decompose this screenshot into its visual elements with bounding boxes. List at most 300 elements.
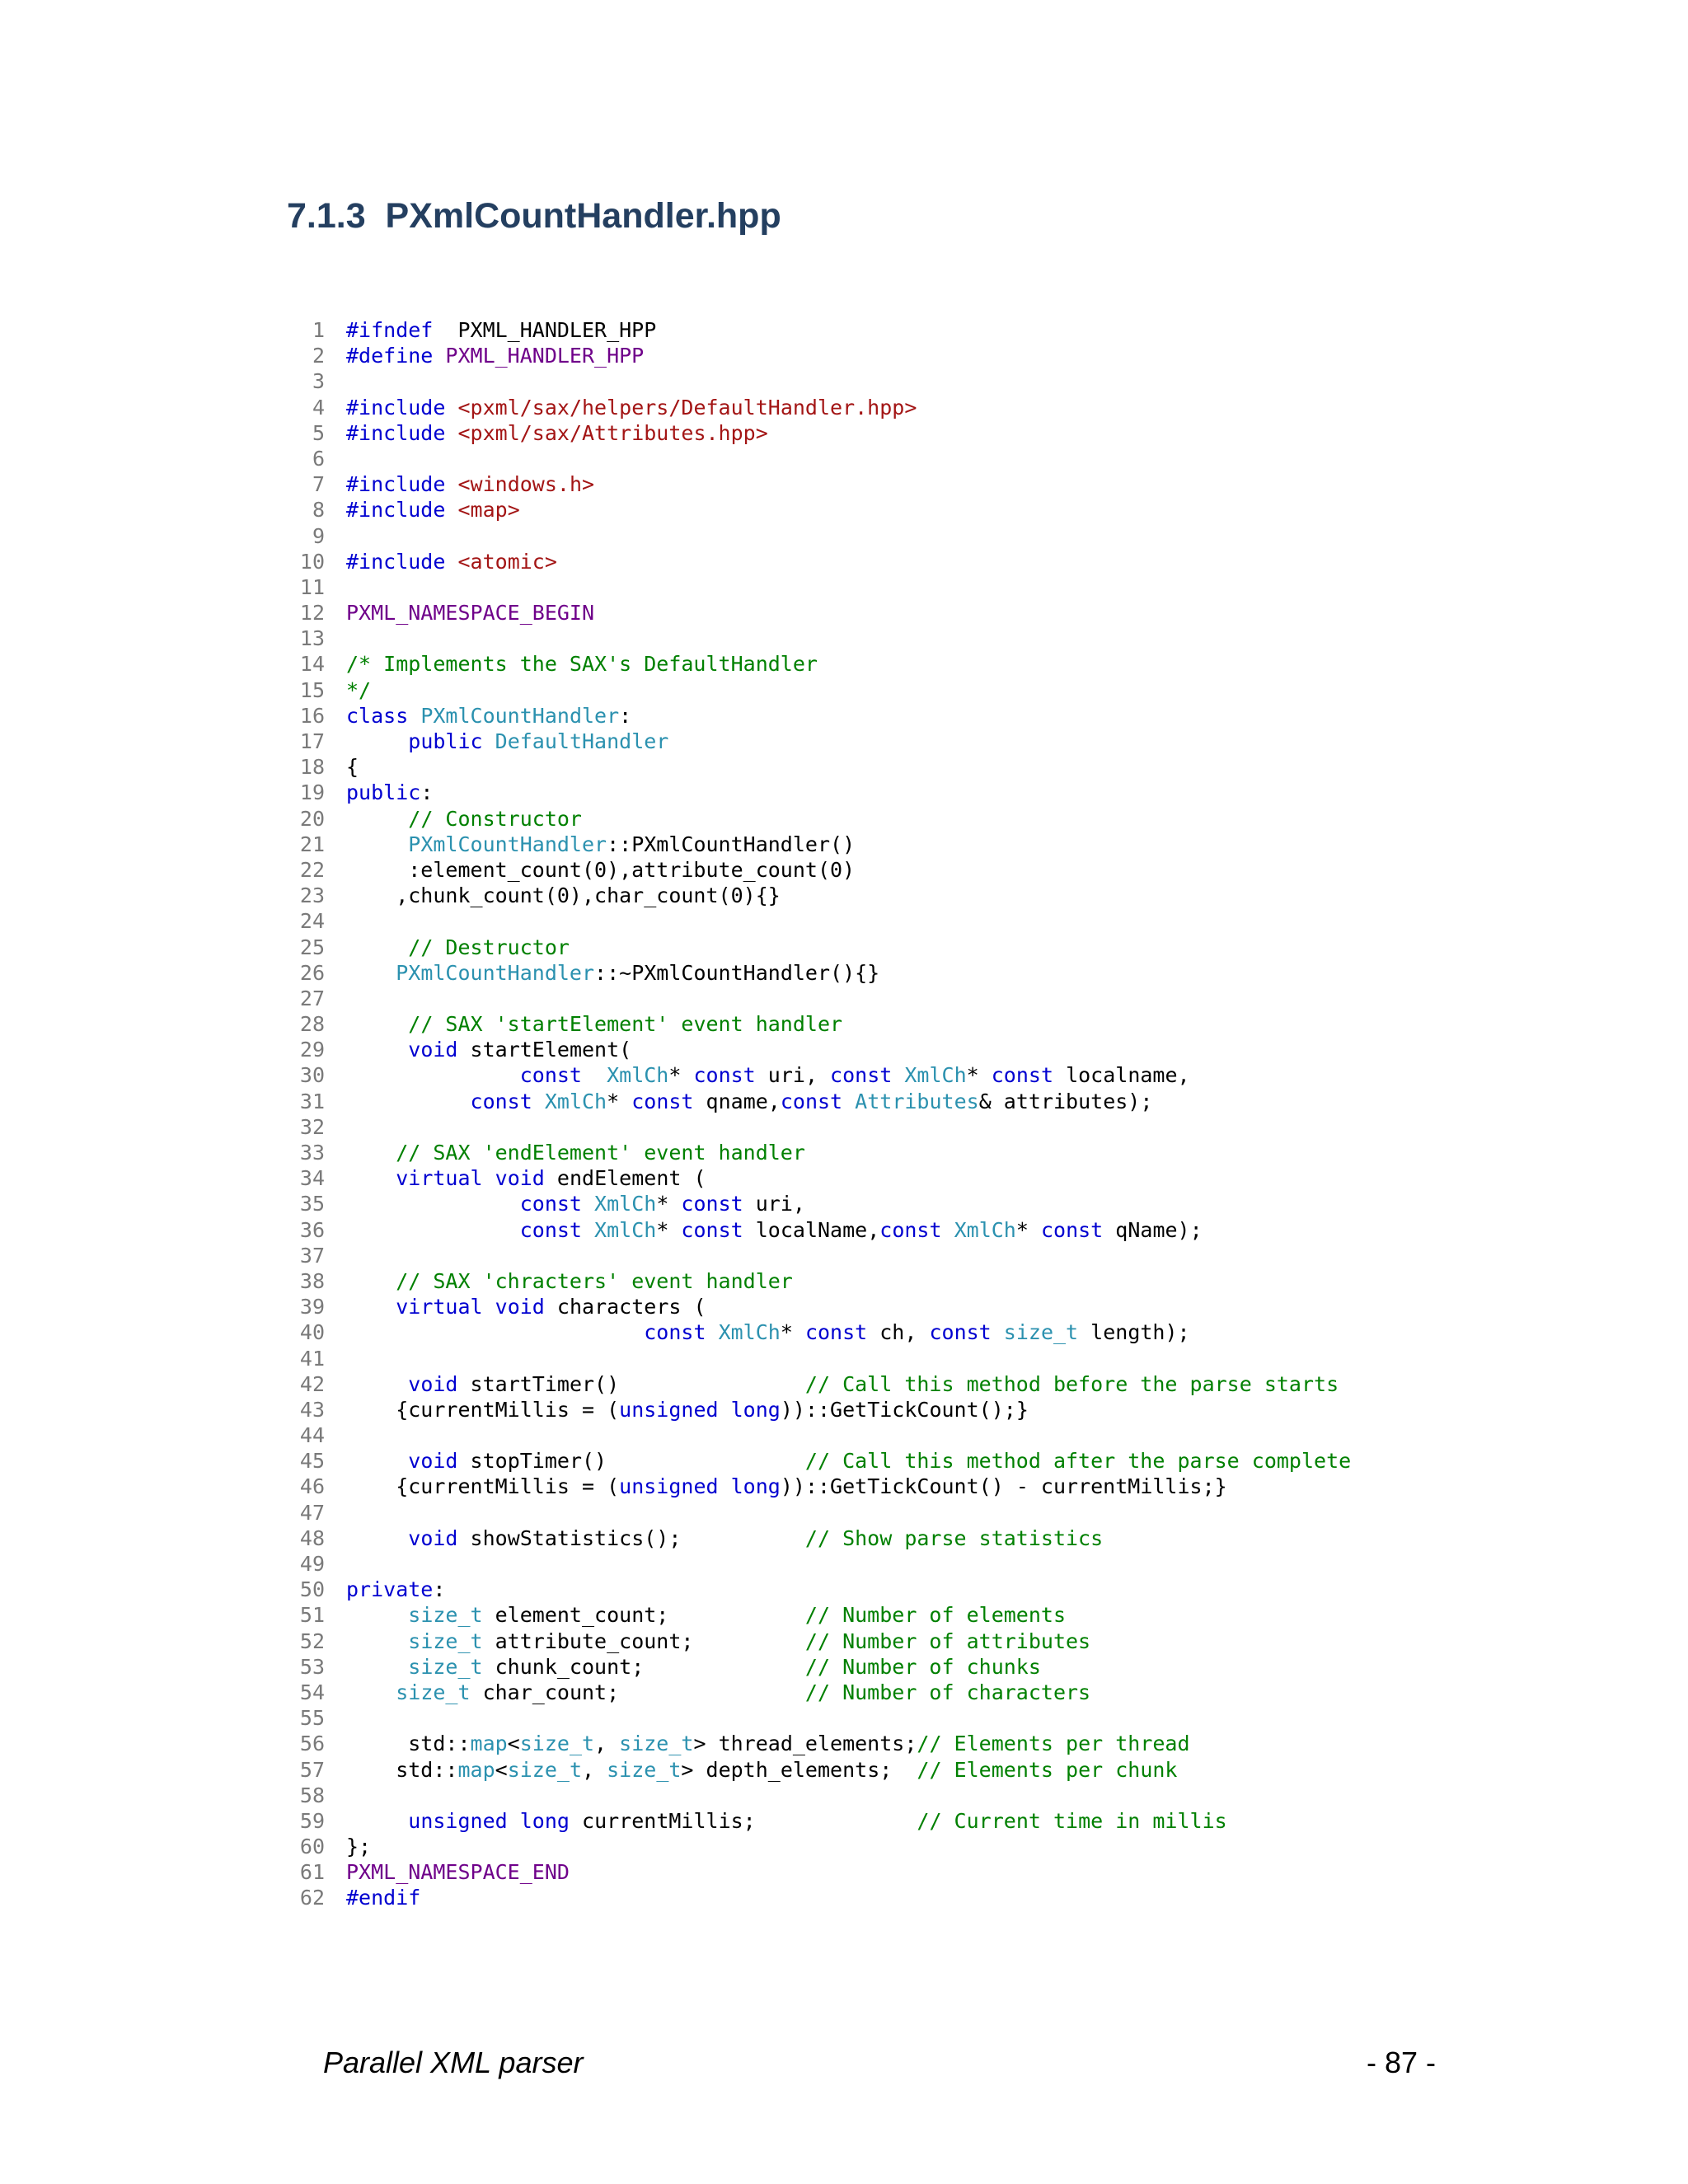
code-token: // Show parse statistics xyxy=(804,1526,1104,1550)
code-token: stopTimer() xyxy=(457,1449,805,1474)
code-token: const xyxy=(929,1320,992,1345)
code-token: const xyxy=(681,1217,743,1242)
line-number: 28 xyxy=(299,1012,325,1037)
code-token xyxy=(346,807,408,831)
code-line xyxy=(280,523,1351,549)
code-token: XmlCh xyxy=(718,1320,781,1345)
code-token: size_t xyxy=(607,1757,682,1782)
code-token xyxy=(992,1320,1004,1344)
code-line xyxy=(280,780,1351,805)
code-token: size_t xyxy=(519,1732,595,1756)
code-token: const xyxy=(804,1320,868,1345)
code-token: void xyxy=(408,1371,458,1396)
code-token: #include xyxy=(346,498,446,523)
code-line xyxy=(280,1140,1351,1165)
code-text xyxy=(346,1474,1227,1498)
code-line xyxy=(280,935,1351,960)
line-number: 49 xyxy=(299,1552,325,1576)
line-number: 53 xyxy=(299,1654,325,1679)
code-token: * xyxy=(656,1192,682,1216)
line-number: 11 xyxy=(299,574,325,599)
code-text xyxy=(346,1732,1190,1755)
code-token: const xyxy=(991,1063,1054,1088)
line-number: 50 xyxy=(299,1577,325,1602)
code-token xyxy=(346,935,408,959)
code-token: // Constructor xyxy=(408,806,582,831)
code-line xyxy=(280,1114,1351,1140)
code-token xyxy=(346,1166,396,1190)
code-line xyxy=(280,1834,1351,1859)
code-token xyxy=(408,704,420,728)
code-token: PXML_NAMESPACE_BEGIN xyxy=(346,601,595,626)
code-line xyxy=(280,1037,1351,1062)
code-token: localName, xyxy=(743,1217,880,1242)
line-number: 44 xyxy=(299,1423,325,1448)
code-line xyxy=(280,446,1351,471)
code-line xyxy=(280,832,1351,857)
code-text xyxy=(346,344,644,368)
line-number: 17 xyxy=(299,729,325,753)
code-line xyxy=(280,1705,1351,1731)
code-token: void xyxy=(408,1449,458,1474)
code-token: const xyxy=(693,1063,756,1088)
code-token: * xyxy=(656,1217,682,1242)
code-line xyxy=(280,549,1351,574)
code-token: ::~PXmlCountHandler(){} xyxy=(594,960,880,985)
code-token xyxy=(346,1655,408,1679)
code-token: char_count; xyxy=(470,1680,805,1704)
code-token: > depth_elements; xyxy=(681,1757,917,1782)
code-token: const xyxy=(681,1192,743,1216)
code-token: ))::GetTickCount();} xyxy=(780,1397,1029,1422)
code-token: <windows.h> xyxy=(457,472,595,497)
code-token: PXmlCountHandler xyxy=(420,703,620,728)
code-line xyxy=(280,1319,1351,1345)
code-token: #include xyxy=(346,472,446,497)
code-line xyxy=(280,1602,1351,1628)
code-token: chunk_count; xyxy=(482,1654,805,1679)
code-line xyxy=(280,1346,1351,1371)
code-token xyxy=(346,1809,408,1833)
line-number: 20 xyxy=(299,806,325,831)
code-line xyxy=(280,1474,1351,1499)
code-token: characters ( xyxy=(544,1295,706,1319)
code-line xyxy=(280,497,1351,523)
code-line xyxy=(280,857,1351,883)
code-line xyxy=(280,754,1351,780)
code-line xyxy=(280,1757,1351,1783)
code-token xyxy=(346,1372,408,1396)
line-number: 56 xyxy=(299,1732,325,1756)
code-token: std:: xyxy=(346,1732,471,1756)
code-line xyxy=(280,703,1351,729)
code-text xyxy=(346,1758,1177,1782)
code-token xyxy=(719,1474,731,1498)
line-number: 19 xyxy=(299,780,325,805)
code-text xyxy=(346,1218,1203,1242)
code-token: DefaultHandler xyxy=(495,729,669,753)
code-token: showStatistics(); xyxy=(457,1526,805,1550)
code-token: // Number of characters xyxy=(804,1680,1091,1704)
code-token: public xyxy=(346,780,421,805)
line-number: 8 xyxy=(312,498,325,523)
code-text xyxy=(346,832,855,856)
code-text xyxy=(346,396,917,419)
line-number: 39 xyxy=(299,1295,325,1319)
code-text xyxy=(346,1449,1351,1473)
code-token: size_t xyxy=(408,1629,483,1653)
code-token: size_t xyxy=(507,1757,582,1782)
code-token: XmlCh xyxy=(544,1089,607,1113)
code-text xyxy=(346,704,631,728)
code-text xyxy=(346,935,570,959)
code-line xyxy=(280,1268,1351,1294)
code-text xyxy=(346,1577,445,1601)
code-token xyxy=(346,1038,408,1062)
code-line xyxy=(280,574,1351,600)
code-token: size_t xyxy=(408,1654,483,1679)
line-number: 45 xyxy=(299,1449,325,1474)
line-number: 59 xyxy=(299,1808,325,1833)
code-token: PXmlCountHandler xyxy=(396,960,595,985)
code-text xyxy=(346,1526,1103,1550)
line-number: 35 xyxy=(299,1192,325,1216)
code-token: PXmlCountHandler xyxy=(408,832,607,856)
code-token: * xyxy=(780,1320,805,1345)
code-token xyxy=(483,1166,495,1190)
code-text xyxy=(346,1372,1339,1396)
line-number: 54 xyxy=(299,1680,325,1704)
code-token xyxy=(346,1141,396,1165)
code-token: length); xyxy=(1078,1320,1190,1345)
code-token: void xyxy=(495,1166,545,1191)
code-line xyxy=(280,1448,1351,1474)
code-line xyxy=(280,677,1351,703)
line-number: 32 xyxy=(299,1114,325,1139)
code-token xyxy=(582,1218,594,1242)
code-token: size_t xyxy=(619,1732,694,1756)
line-number: 2 xyxy=(312,344,325,368)
code-token: startTimer() xyxy=(457,1371,805,1396)
line-number: 14 xyxy=(299,652,325,677)
code-line xyxy=(280,1731,1351,1756)
code-token: private xyxy=(346,1577,434,1602)
line-number: 42 xyxy=(299,1371,325,1396)
code-token: : xyxy=(420,780,434,805)
code-line xyxy=(280,960,1351,986)
code-text xyxy=(346,1038,631,1062)
code-token: map xyxy=(470,1732,508,1756)
code-token: // Call this method after the parse complete xyxy=(804,1449,1352,1474)
code-text xyxy=(346,1655,1041,1679)
code-token: <atomic> xyxy=(457,549,557,574)
code-token xyxy=(508,1809,520,1833)
line-number: 15 xyxy=(299,677,325,702)
code-line xyxy=(280,1089,1351,1114)
code-text xyxy=(346,807,582,831)
line-number: 58 xyxy=(299,1783,325,1807)
code-line xyxy=(280,600,1351,626)
code-token: public xyxy=(408,729,483,753)
code-token: map xyxy=(457,1757,495,1782)
line-number: 34 xyxy=(299,1166,325,1191)
line-number: 6 xyxy=(312,446,325,471)
code-token xyxy=(942,1218,954,1242)
code-text xyxy=(346,883,781,907)
code-token xyxy=(346,1629,408,1653)
code-line xyxy=(280,1654,1351,1680)
code-text xyxy=(346,1269,793,1293)
code-token: attribute_count; xyxy=(482,1629,805,1653)
code-token xyxy=(445,498,457,522)
code-token xyxy=(346,832,408,856)
line-number: 55 xyxy=(299,1706,325,1731)
line-number: 40 xyxy=(299,1320,325,1345)
section-heading: 7.1.3 PXmlCountHandler.hpp xyxy=(287,196,781,236)
code-line xyxy=(280,1808,1351,1834)
code-token: class xyxy=(346,703,409,728)
line-number: 33 xyxy=(299,1141,325,1165)
code-token xyxy=(706,1320,719,1344)
line-number: 26 xyxy=(299,960,325,985)
code-token: const xyxy=(780,1089,843,1113)
code-text xyxy=(346,1012,842,1036)
code-token: * xyxy=(668,1063,694,1088)
code-text xyxy=(346,1090,1152,1113)
code-token: < xyxy=(507,1732,520,1756)
line-number: 48 xyxy=(299,1526,325,1550)
code-token: XmlCh xyxy=(904,1063,967,1088)
code-text xyxy=(346,1629,1090,1653)
code-token: ,chunk_count(0),char_count(0){} xyxy=(346,883,781,908)
code-token: #define xyxy=(346,344,434,368)
code-token: unsigned xyxy=(408,1808,508,1833)
code-token: // Elements per thread xyxy=(917,1732,1190,1756)
code-token: size_t xyxy=(1003,1320,1079,1345)
code-token: qName); xyxy=(1103,1217,1203,1242)
code-token: // Elements per chunk xyxy=(917,1757,1178,1782)
code-line xyxy=(280,1680,1351,1705)
code-token: startElement( xyxy=(457,1038,632,1062)
code-token: #include xyxy=(346,549,446,574)
code-token: const xyxy=(631,1089,694,1113)
code-token: <pxml/sax/Attributes.hpp> xyxy=(457,420,768,445)
code-token: <pxml/sax/helpers/DefaultHandler.hpp> xyxy=(457,395,917,419)
code-token: void xyxy=(408,1038,458,1062)
line-number: 30 xyxy=(299,1063,325,1088)
line-number: 61 xyxy=(299,1860,325,1885)
line-number: 7 xyxy=(312,472,325,497)
code-text xyxy=(346,421,768,445)
code-line xyxy=(280,883,1351,908)
code-token: long xyxy=(730,1474,781,1499)
code-token: * xyxy=(607,1089,632,1113)
code-token xyxy=(346,1090,471,1113)
code-listing xyxy=(280,317,1351,1911)
code-token xyxy=(346,1269,396,1293)
code-line xyxy=(280,626,1351,651)
code-token: size_t xyxy=(408,1603,483,1628)
code-line xyxy=(280,1551,1351,1577)
code-text xyxy=(346,1295,706,1319)
code-token: // Call this method before the parse starts xyxy=(804,1371,1339,1396)
code-token: <map> xyxy=(457,498,520,523)
code-text xyxy=(346,1860,570,1884)
code-text xyxy=(346,1063,1190,1087)
code-token: , xyxy=(582,1757,607,1782)
code-token xyxy=(346,1449,408,1473)
code-token: */ xyxy=(346,677,372,702)
code-token: > thread_elements; xyxy=(693,1732,917,1756)
code-token: void xyxy=(408,1526,458,1550)
code-line xyxy=(280,1217,1351,1243)
code-text xyxy=(346,1166,706,1190)
code-line xyxy=(280,908,1351,934)
line-number: 31 xyxy=(299,1089,325,1113)
code-token: #include xyxy=(346,420,446,445)
code-line xyxy=(280,729,1351,754)
line-number: 21 xyxy=(299,832,325,856)
code-token: * xyxy=(1015,1217,1041,1242)
code-token: /* Implements the SAX's DefaultHandler xyxy=(346,652,818,677)
line-number: 3 xyxy=(312,369,325,394)
line-number: 1 xyxy=(312,318,325,342)
code-token: unsigned xyxy=(619,1397,719,1422)
code-text xyxy=(346,961,879,985)
code-line xyxy=(280,651,1351,677)
code-token: long xyxy=(519,1808,570,1833)
line-number: 60 xyxy=(299,1835,325,1859)
code-line xyxy=(280,1885,1351,1910)
code-token xyxy=(346,729,408,753)
code-token: uri, xyxy=(743,1192,805,1216)
code-token: :element_count(0),attribute_count(0) xyxy=(346,857,856,882)
code-token xyxy=(483,729,495,753)
code-token: & attributes); xyxy=(978,1089,1153,1113)
code-token: // SAX 'endElement' event handler xyxy=(396,1141,805,1165)
code-token: // Current time in millis xyxy=(917,1808,1227,1833)
code-token: // SAX 'chracters' event handler xyxy=(396,1268,793,1293)
code-text xyxy=(346,678,371,702)
line-number: 22 xyxy=(299,857,325,882)
line-number: 29 xyxy=(299,1038,325,1062)
line-number: 24 xyxy=(299,909,325,934)
code-text xyxy=(346,601,594,625)
code-text xyxy=(346,1141,805,1165)
code-token: const xyxy=(519,1217,582,1242)
code-token: ch, xyxy=(867,1320,930,1345)
code-text xyxy=(346,729,668,753)
code-token xyxy=(719,1398,731,1422)
code-token: : xyxy=(433,1577,446,1602)
code-token xyxy=(346,1603,408,1627)
code-token: qname, xyxy=(693,1089,781,1113)
code-token: const xyxy=(1040,1217,1104,1242)
line-number: 51 xyxy=(299,1603,325,1628)
code-token xyxy=(445,421,457,445)
code-text xyxy=(346,652,818,676)
code-token: endElement ( xyxy=(544,1166,706,1191)
code-line xyxy=(280,1165,1351,1191)
code-token: long xyxy=(730,1397,781,1422)
line-number: 25 xyxy=(299,935,325,959)
code-token: size_t xyxy=(396,1680,471,1704)
code-line xyxy=(280,1526,1351,1551)
code-token: // Number of chunks xyxy=(804,1654,1041,1679)
code-token xyxy=(346,1012,408,1036)
code-token: * xyxy=(966,1063,992,1088)
code-token: {currentMillis = ( xyxy=(346,1474,620,1499)
line-number: 16 xyxy=(299,703,325,728)
code-line xyxy=(280,986,1351,1011)
line-number: 27 xyxy=(299,986,325,1010)
code-text xyxy=(346,1680,1090,1704)
line-number: 47 xyxy=(299,1500,325,1525)
line-number: 10 xyxy=(299,549,325,574)
code-token: PXML_HANDLER_HPP xyxy=(433,318,657,342)
code-line xyxy=(280,1783,1351,1808)
footer-page-number: - 87 - xyxy=(1367,2046,1437,2079)
code-token: const xyxy=(519,1063,582,1088)
line-number: 52 xyxy=(299,1629,325,1653)
code-token: {currentMillis = ( xyxy=(346,1397,620,1422)
code-line xyxy=(280,1500,1351,1526)
code-line xyxy=(280,1243,1351,1268)
line-number: 41 xyxy=(299,1346,325,1371)
code-token xyxy=(346,961,396,985)
code-text xyxy=(346,755,359,779)
code-token: ::PXmlCountHandler() xyxy=(607,832,856,856)
line-number: 37 xyxy=(299,1243,325,1268)
code-token: XmlCh xyxy=(954,1217,1016,1242)
code-line xyxy=(280,1062,1351,1088)
code-token xyxy=(346,1295,396,1319)
code-token: const xyxy=(830,1063,893,1088)
code-text xyxy=(346,498,520,522)
code-line xyxy=(280,343,1351,368)
line-number: 36 xyxy=(299,1217,325,1242)
code-token: std:: xyxy=(346,1757,458,1782)
code-token xyxy=(582,1192,594,1216)
code-token xyxy=(346,1192,520,1216)
code-token xyxy=(842,1090,855,1113)
line-number: 46 xyxy=(299,1474,325,1499)
code-token xyxy=(346,1063,520,1087)
code-token xyxy=(346,1320,644,1344)
code-token: PXML_HANDLER_HPP xyxy=(433,344,645,368)
code-token: XmlCh xyxy=(594,1217,657,1242)
code-token: // Destructor xyxy=(408,935,570,959)
code-line xyxy=(280,420,1351,446)
line-number: 23 xyxy=(299,883,325,908)
line-number: 18 xyxy=(299,755,325,780)
code-token: ))::GetTickCount() - currentMillis;} xyxy=(780,1474,1227,1499)
code-text xyxy=(346,472,594,496)
code-token: const xyxy=(519,1192,582,1216)
code-token xyxy=(445,472,457,496)
code-text xyxy=(346,318,656,342)
code-token xyxy=(346,1526,408,1550)
code-line xyxy=(280,1011,1351,1037)
code-text xyxy=(346,1809,1227,1833)
code-line xyxy=(280,1577,1351,1602)
footer-document-title: Parallel XML parser xyxy=(323,2046,584,2079)
line-number: 57 xyxy=(299,1757,325,1782)
code-line xyxy=(280,806,1351,832)
line-number: 12 xyxy=(299,601,325,626)
code-token: const xyxy=(644,1320,706,1345)
code-token: // Number of attributes xyxy=(804,1629,1091,1653)
